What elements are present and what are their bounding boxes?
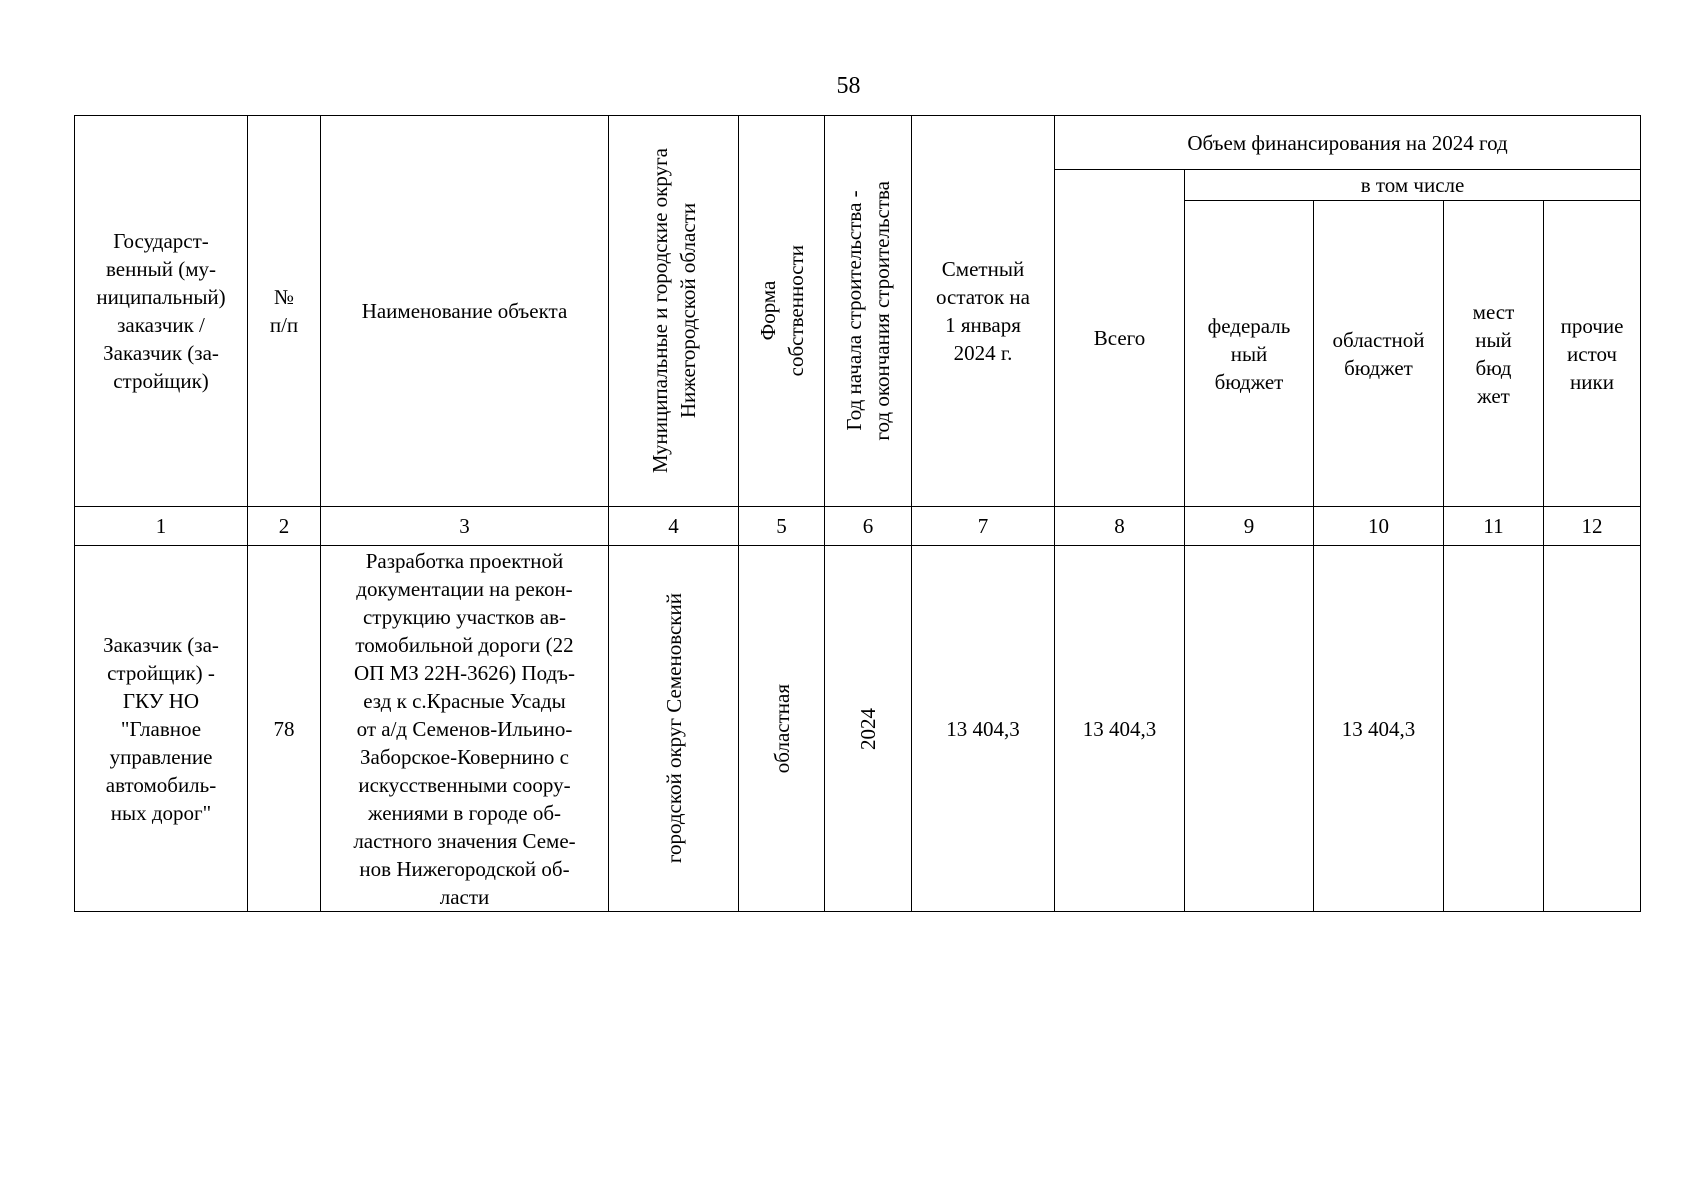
row-ownership-text: областная [769,683,794,774]
header-other: прочие источ ники [1544,201,1641,507]
header-municipality [609,116,739,507]
header-municipality-text: Муниципальные и городские округа Нижегородской области [647,148,700,474]
row-federal [1185,546,1314,912]
column-number: 10 [1314,507,1444,546]
column-number: 2 [248,507,321,546]
row-regional: 13 404,3 [1314,546,1444,912]
construction-table [74,115,1641,912]
column-number: 5 [739,507,825,546]
header-regional: областной бюджет [1314,201,1444,507]
row-local [1444,546,1544,912]
column-number: 4 [609,507,739,546]
page-number: 58 [836,73,861,99]
header-years [825,116,912,507]
header-ownership [739,116,825,507]
header-ownership-text: Форма собственности [755,245,808,377]
header-funding-title: Объем финансирования на 2024 год [1055,116,1641,170]
row-years [825,546,912,912]
row-years-text: 2024 [856,707,880,750]
column-number: 1 [75,507,248,546]
row-ownership [739,546,825,912]
row-number: 78 [248,546,321,912]
header-total: Всего [1055,170,1185,507]
row-total: 13 404,3 [1055,546,1185,912]
column-number: 7 [912,507,1055,546]
column-number: 11 [1444,507,1544,546]
header-number: № п/п [248,116,321,507]
column-number: 12 [1544,507,1641,546]
row-customer: Заказчик (за- стройщик) - ГКУ НО "Главное управление автомобиль- ных дорог" [75,546,248,912]
row-municipality [609,546,739,912]
header-object-name: Наименование объекта [321,116,609,507]
column-number: 6 [825,507,912,546]
header-estimated-balance: Сметный остаток на 1 января 2024 г. [912,116,1055,507]
header-federal: федераль ный бюджет [1185,201,1314,507]
header-customer: Государст- венный (му- ниципальный) заказчик / Заказчик (за- стройщик) [75,116,248,507]
row-municipality-text: городской округ Семеновский [661,593,686,864]
row-object-name: Разработка проектной документации на рекон- струкцию участков ав- томобильной дороги (22 ОП МЗ 22Н-3626) Подъ- езд к с.Красные Усады от а/д Семенов-Ильино- Заборское-Ковернино с искусственными соору- жениями в городе об- ластного значения Семе- нов Нижегородской об- ласти [321,546,609,912]
column-number: 8 [1055,507,1185,546]
column-number: 9 [1185,507,1314,546]
header-including: в том числе [1185,170,1641,201]
row-estimated-balance: 13 404,3 [912,546,1055,912]
header-years-text: Год начала строительства - год окончания строительства [842,181,894,441]
row-other [1544,546,1641,912]
table-row [75,546,1641,912]
column-number: 3 [321,507,609,546]
header-local: мест ный бюд жет [1444,201,1544,507]
